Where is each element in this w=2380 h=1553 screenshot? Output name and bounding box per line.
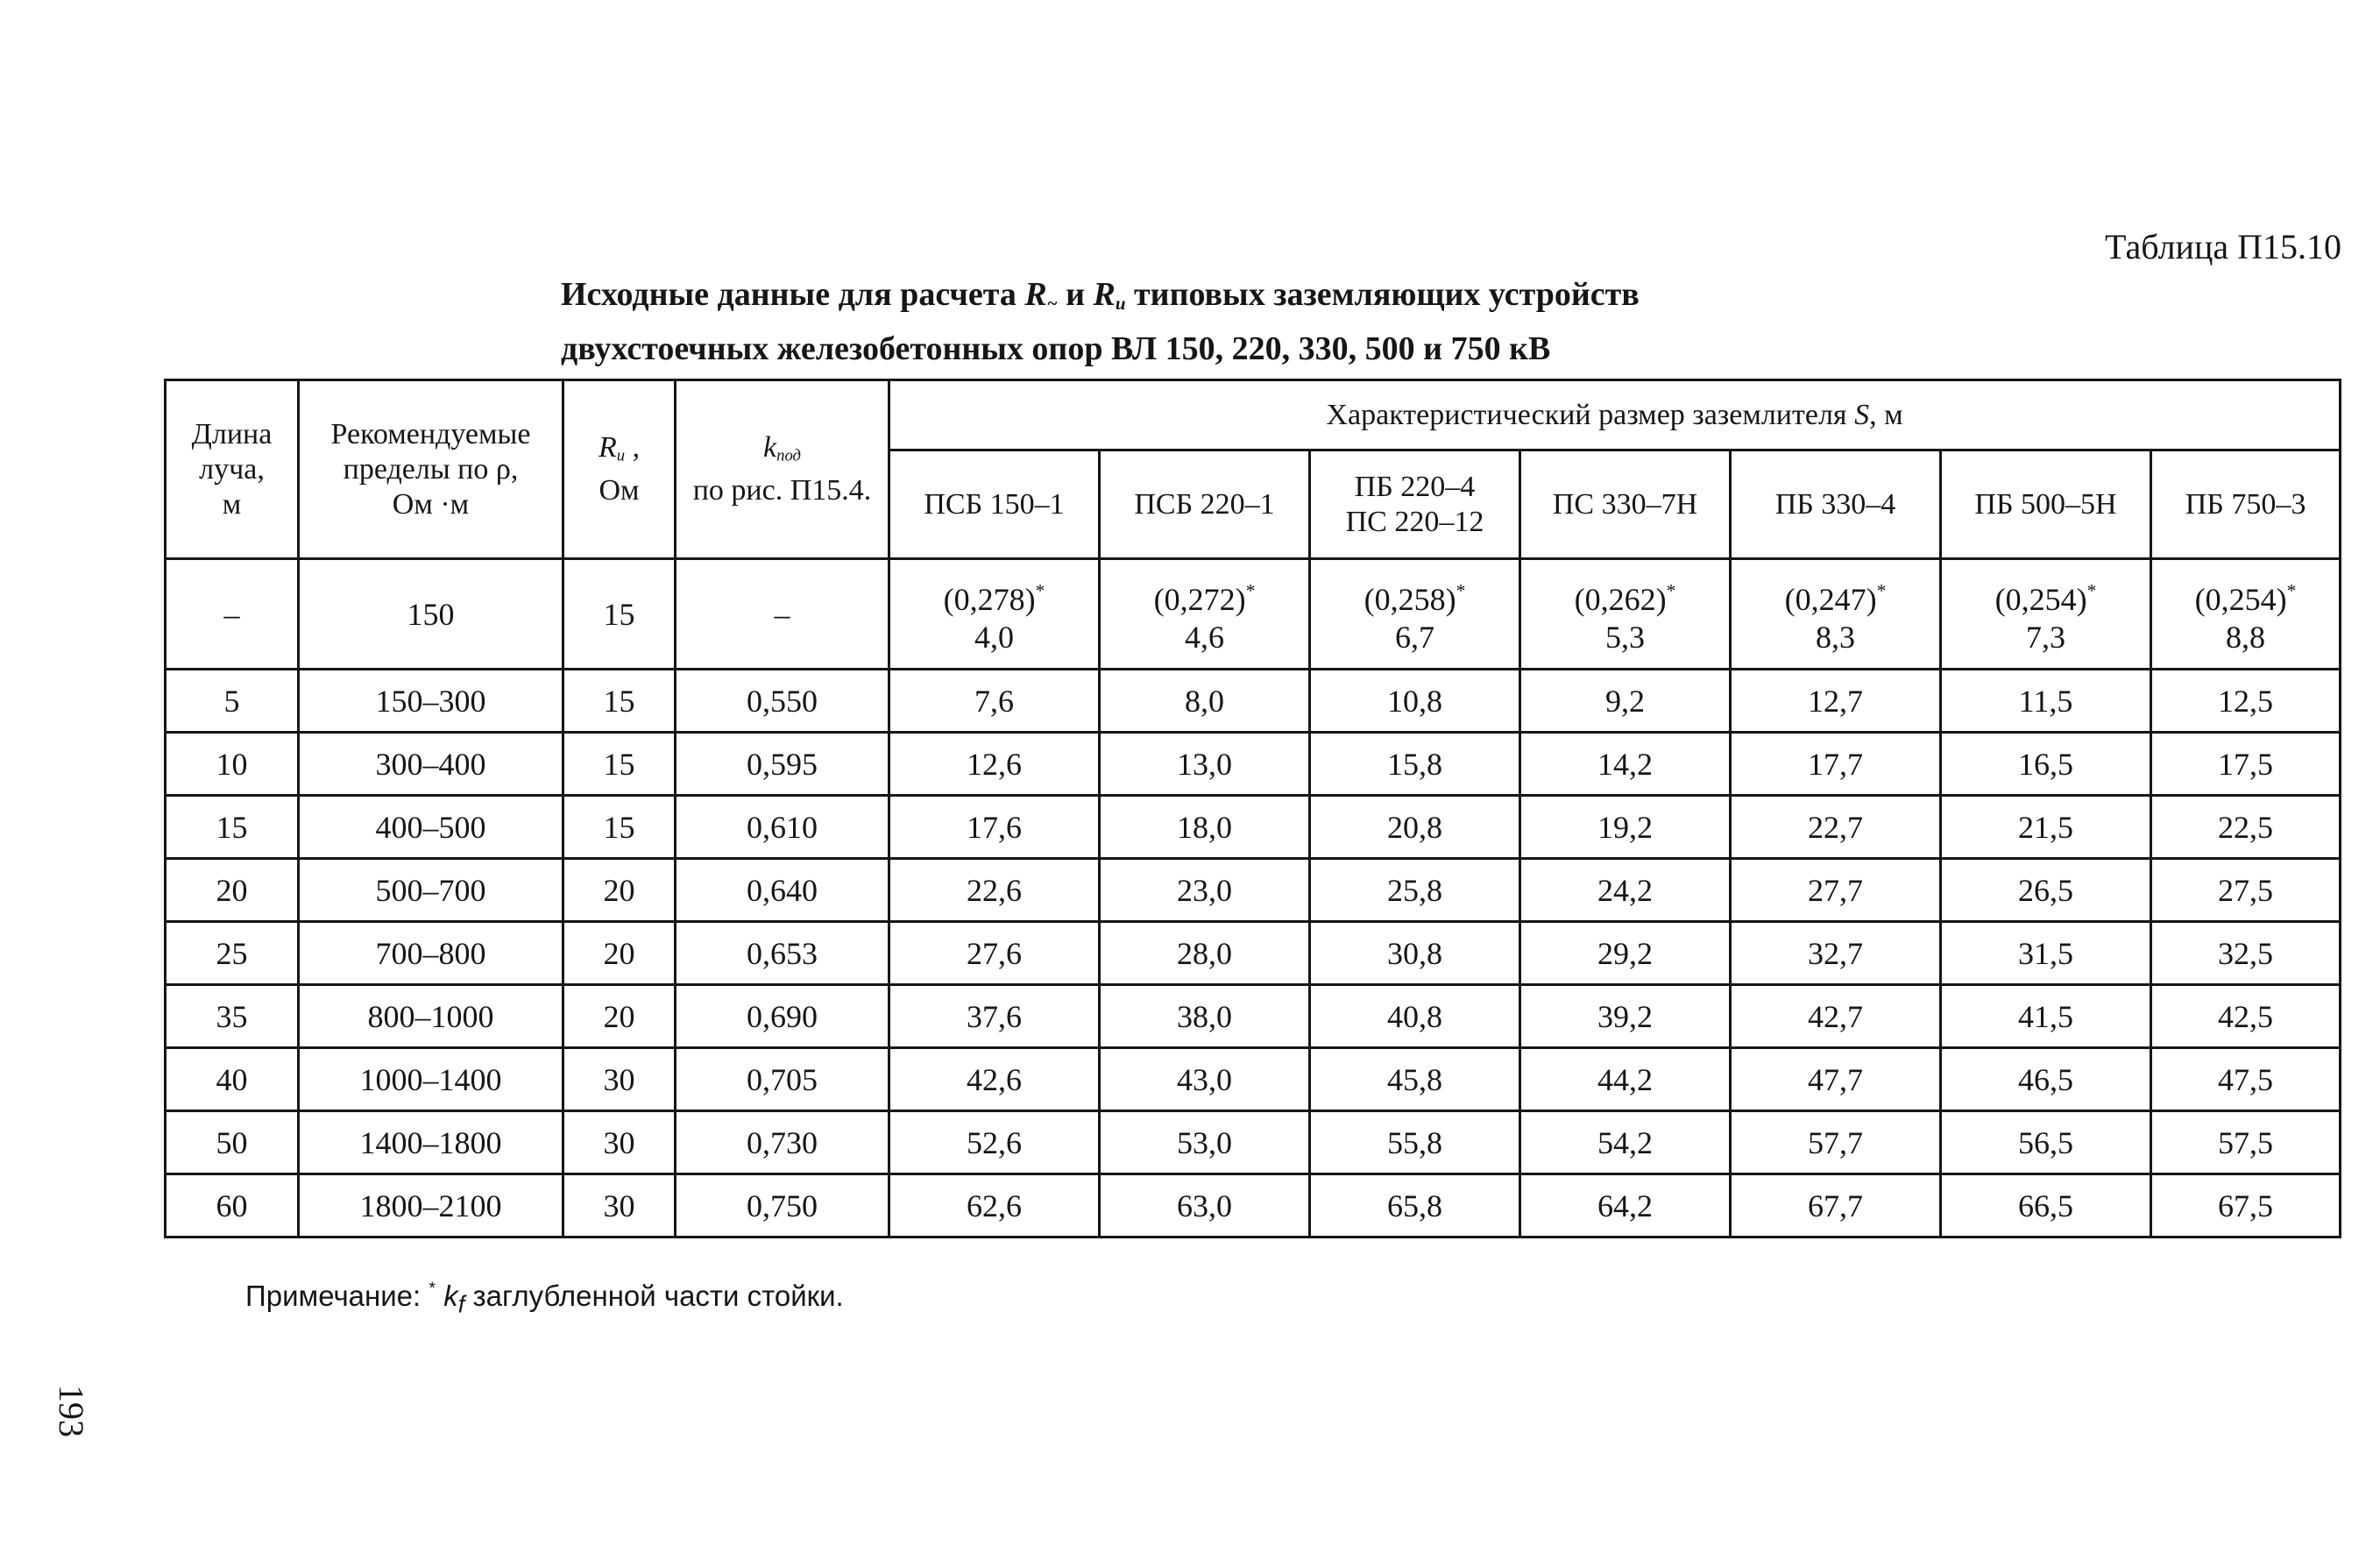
table-cell: 10,8 [1310, 670, 1520, 733]
table-footnote: Примечание: * $k_f$ заглубленной части стойки. [245, 1279, 844, 1318]
table-cell: 55,8 [1310, 1111, 1520, 1174]
table-cell: 26,5 [1941, 859, 2151, 922]
table-cell: 15,8 [1310, 733, 1520, 796]
table-cell: 40 [166, 1048, 299, 1111]
title-symbol-r-tilde: $R_\sim$ [1024, 276, 1058, 315]
header-rho-limits: Рекомендуемые пределы по ρ, Ом ·м [299, 380, 563, 559]
table-cell: 42,7 [1731, 985, 1941, 1048]
table-cell: 65,8 [1310, 1174, 1520, 1237]
table-cell: 28,0 [1100, 922, 1310, 985]
table-cell: 24,2 [1520, 859, 1731, 922]
table-row-reference [166, 559, 2341, 670]
header-support-pb-750-3: ПБ 750–3 [2151, 450, 2341, 559]
title-symbol-r-i: $R_и$ [1093, 276, 1126, 315]
table-cell: 19,2 [1520, 796, 1731, 859]
table-cell: 8,0 [1100, 670, 1310, 733]
table-cell: 1400–1800 [299, 1111, 563, 1174]
table-row [166, 922, 2341, 985]
table-cell: 30 [563, 1174, 676, 1237]
table-cell: 63,0 [1100, 1174, 1310, 1237]
table-cell: 800–1000 [299, 985, 563, 1048]
table-row [166, 985, 2341, 1048]
table-cell: 0,640 [676, 859, 889, 922]
header-support-psb-220-1: ПСБ 220–1 [1100, 450, 1310, 559]
table-cell: 32,5 [2151, 922, 2341, 985]
table-cell: 16,5 [1941, 733, 2151, 796]
table-cell: 67,7 [1731, 1174, 1941, 1237]
header-beam-length: Длина луча, м [166, 380, 299, 559]
table-cell: 14,2 [1520, 733, 1731, 796]
header-support-pb-330-4: ПБ 330–4 [1731, 450, 1941, 559]
table-cell: 29,2 [1520, 922, 1731, 985]
table-cell: 22,5 [2151, 796, 2341, 859]
table-cell: 17,7 [1731, 733, 1941, 796]
table-cell: 500–700 [299, 859, 563, 922]
table-cell: 300–400 [299, 733, 563, 796]
table-cell: 17,6 [889, 796, 1100, 859]
table-cell: 27,6 [889, 922, 1100, 985]
table-row [166, 733, 2341, 796]
table-cell: 10 [166, 733, 299, 796]
table-cell: 1800–2100 [299, 1174, 563, 1237]
table-row [166, 859, 2341, 922]
table-cell: 39,2 [1520, 985, 1731, 1048]
table-cell: 18,0 [1100, 796, 1310, 859]
header-support-pb-500-5n: ПБ 500–5Н [1941, 450, 2151, 559]
table-body-data-rows [166, 670, 2341, 1237]
table-title-line-2: двухстоечных железобетонных опор ВЛ 150, 220, 330, 500 и 750 кВ [561, 330, 1551, 368]
header-support-pb-220-4: ПБ 220–4 ПС 220–12 [1310, 450, 1520, 559]
header-support-ps-330-7n: ПС 330–7Н [1520, 450, 1731, 559]
table-cell: 22,6 [889, 859, 1100, 922]
table-cell-stacked: (0,272)* 4,6 [1100, 559, 1310, 670]
table-cell: 20 [166, 859, 299, 922]
table-cell: 20 [563, 985, 676, 1048]
table-cell: 15 [563, 559, 676, 670]
table-number-label: Таблица П15.10 [2105, 227, 2341, 266]
table-cell: 45,8 [1310, 1048, 1520, 1111]
table-cell: 37,6 [889, 985, 1100, 1048]
table-cell: 66,5 [1941, 1174, 2151, 1237]
table-title [561, 272, 1640, 372]
table-cell: 47,5 [2151, 1048, 2341, 1111]
table-cell: 42,6 [889, 1048, 1100, 1111]
table-cell: 15 [563, 796, 676, 859]
table-cell: – [166, 559, 299, 670]
table-cell: 21,5 [1941, 796, 2151, 859]
table-cell: 0,750 [676, 1174, 889, 1237]
table-cell: 17,5 [2151, 733, 2341, 796]
header-characteristic-size: Характеристический размер заземлителя S, м [889, 380, 2341, 450]
grounding-data-table [164, 379, 2341, 1238]
table-cell: 27,5 [2151, 859, 2341, 922]
table-cell: 0,610 [676, 796, 889, 859]
header-k-pod: $k_{под}$ по рис. П15.4. [676, 380, 889, 559]
table-cell: 20 [563, 922, 676, 985]
table-cell: 23,0 [1100, 859, 1310, 922]
table-cell: 60 [166, 1174, 299, 1237]
table-cell: 46,5 [1941, 1048, 2151, 1111]
table-cell: 38,0 [1100, 985, 1310, 1048]
table-cell-stacked: (0,254)* 8,8 [2151, 559, 2341, 670]
table-cell: 67,5 [2151, 1174, 2341, 1237]
table-cell: 40,8 [1310, 985, 1520, 1048]
table-cell: 1000–1400 [299, 1048, 563, 1111]
table-cell: 15 [563, 670, 676, 733]
table-cell: 64,2 [1520, 1174, 1731, 1237]
table-cell: 150–300 [299, 670, 563, 733]
table-cell: 27,7 [1731, 859, 1941, 922]
table-cell: 52,6 [889, 1111, 1100, 1174]
table-cell: 0,705 [676, 1048, 889, 1111]
table-row [166, 670, 2341, 733]
table-cell: 42,5 [2151, 985, 2341, 1048]
table-cell: 13,0 [1100, 733, 1310, 796]
table-cell: 25,8 [1310, 859, 1520, 922]
table-cell: – [676, 559, 889, 670]
table-cell: 11,5 [1941, 670, 2151, 733]
table-row [166, 1048, 2341, 1111]
table-cell: 9,2 [1520, 670, 1731, 733]
page-number: 193 [52, 1385, 91, 1437]
table-cell: 700–800 [299, 922, 563, 985]
table-cell-stacked: (0,258)* 6,7 [1310, 559, 1520, 670]
table-cell: 15 [166, 796, 299, 859]
table-row [166, 1111, 2341, 1174]
table-cell: 62,6 [889, 1174, 1100, 1237]
table-cell-stacked: (0,278)* 4,0 [889, 559, 1100, 670]
table-cell: 47,7 [1731, 1048, 1941, 1111]
table-cell: 20,8 [1310, 796, 1520, 859]
table-cell: 30 [563, 1111, 676, 1174]
table-row [166, 796, 2341, 859]
table-row [166, 1174, 2341, 1237]
header-r-i: $R_и$ , Ом [563, 380, 676, 559]
table-cell: 7,6 [889, 670, 1100, 733]
table-cell: 32,7 [1731, 922, 1941, 985]
table-cell: 150 [299, 559, 563, 670]
header-row-1 [166, 380, 2341, 450]
table-cell: 57,7 [1731, 1111, 1941, 1174]
table-cell: 53,0 [1100, 1111, 1310, 1174]
table-cell: 12,5 [2151, 670, 2341, 733]
table-cell: 5 [166, 670, 299, 733]
table-cell: 30,8 [1310, 922, 1520, 985]
table-cell: 400–500 [299, 796, 563, 859]
table-cell: 44,2 [1520, 1048, 1731, 1111]
table-cell: 0,690 [676, 985, 889, 1048]
table-cell: 15 [563, 733, 676, 796]
table-cell: 0,653 [676, 922, 889, 985]
table-cell: 31,5 [1941, 922, 2151, 985]
table-cell: 56,5 [1941, 1111, 2151, 1174]
table-cell: 0,595 [676, 733, 889, 796]
table-title-line-1: Исходные данные для расчета $R_\sim$ и $R_и$ типовых заземляющих устройств [561, 276, 1640, 315]
table-cell: 57,5 [2151, 1111, 2341, 1174]
header-support-psb-150-1: ПСБ 150–1 [889, 450, 1100, 559]
table-cell: 20 [563, 859, 676, 922]
table-cell: 43,0 [1100, 1048, 1310, 1111]
table-cell: 0,550 [676, 670, 889, 733]
table-cell: 30 [563, 1048, 676, 1111]
table-cell: 35 [166, 985, 299, 1048]
table-cell: 41,5 [1941, 985, 2151, 1048]
table-cell-stacked: (0,262)* 5,3 [1520, 559, 1731, 670]
table-cell: 22,7 [1731, 796, 1941, 859]
table-cell: 12,7 [1731, 670, 1941, 733]
table-cell: 54,2 [1520, 1111, 1731, 1174]
table-cell: 0,730 [676, 1111, 889, 1174]
table-cell-stacked: (0,247)* 8,3 [1731, 559, 1941, 670]
table-cell: 50 [166, 1111, 299, 1174]
table-cell: 12,6 [889, 733, 1100, 796]
table-cell-stacked: (0,254)* 7,3 [1941, 559, 2151, 670]
table-cell: 25 [166, 922, 299, 985]
